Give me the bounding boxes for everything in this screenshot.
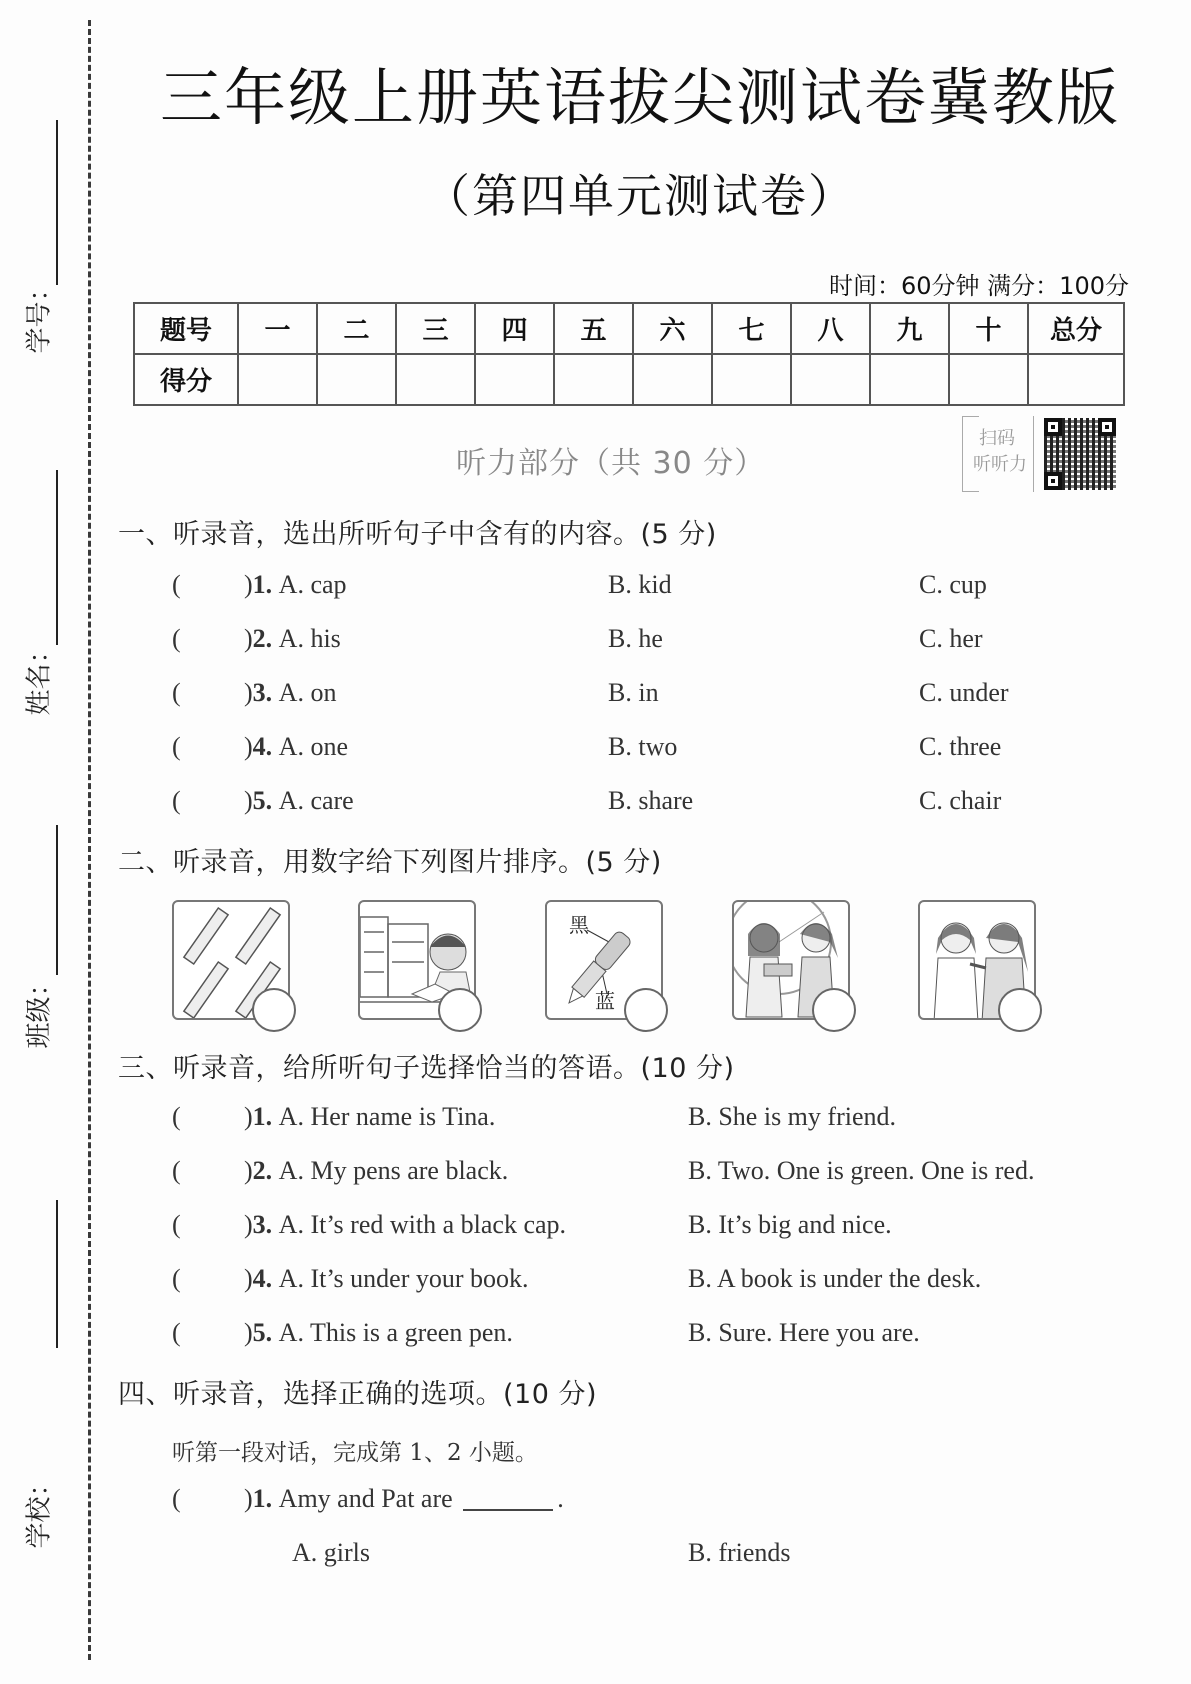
score-table <box>133 302 1125 406</box>
section4-instruction: 听第一段对话，完成第 1、2 小题。 <box>172 1440 538 1466</box>
option-a: A. It’s under your book. <box>278 1264 529 1293</box>
header-cell: 七 <box>712 303 791 354</box>
answer-paren-close: ) <box>244 678 253 707</box>
answer-paren-close: ) <box>244 732 253 761</box>
answer-paren[interactable]: ( <box>172 678 181 707</box>
option-a: A. It’s red with a black cap. <box>278 1210 567 1239</box>
option-b: B. he <box>608 624 663 653</box>
student-number-label: 学号： <box>24 275 55 354</box>
score-cell[interactable] <box>554 354 633 405</box>
option-a: A. one <box>278 732 348 761</box>
option-c: C. cup <box>919 570 987 599</box>
school-line[interactable] <box>56 1200 58 1348</box>
option-c: C. chair <box>919 786 1002 815</box>
header-cell: 十 <box>949 303 1028 354</box>
header-cell: 三 <box>396 303 475 354</box>
class-label: 班级： <box>24 970 55 1049</box>
binding-field-class[interactable] <box>0 825 80 1125</box>
score-row-label: 得分 <box>134 354 238 405</box>
order-circle-5[interactable] <box>998 988 1042 1032</box>
question-number: 3. <box>252 1210 273 1239</box>
binding-field-school[interactable] <box>0 1200 80 1560</box>
answer-paren[interactable]: ( <box>172 624 181 653</box>
section4-title: 四、听录音，选择正确的选项。(10 分) <box>118 1379 598 1410</box>
qr-label-line2: 听听力 <box>973 454 1027 475</box>
answer-paren-close: ) <box>244 1156 253 1185</box>
answer-paren[interactable]: ( <box>172 570 181 599</box>
qr-box[interactable] <box>962 416 1116 492</box>
answer-paren[interactable]: ( <box>172 1318 181 1347</box>
order-circle-4[interactable] <box>812 988 856 1032</box>
answer-paren[interactable]: ( <box>172 1102 181 1131</box>
option-c: C. three <box>919 732 1002 761</box>
binding-field-name[interactable] <box>0 470 80 750</box>
option-b: B. friends <box>688 1538 791 1567</box>
score-cell[interactable] <box>317 354 396 405</box>
answer-paren-close: ) <box>244 570 253 599</box>
answer-blank[interactable] <box>463 1509 553 1511</box>
option-a: A. girls <box>292 1538 370 1567</box>
option-a: A. his <box>278 624 341 653</box>
header-cell: 八 <box>791 303 870 354</box>
header-cell: 九 <box>870 303 949 354</box>
header-cell: 题号 <box>134 303 238 354</box>
score-cell[interactable] <box>396 354 475 405</box>
order-circle-2[interactable] <box>438 988 482 1032</box>
binding-field-student-number[interactable] <box>0 120 80 380</box>
question-number: 4. <box>252 1264 273 1293</box>
score-cell-total[interactable] <box>1028 354 1124 405</box>
header-cell: 总分 <box>1028 303 1124 354</box>
option-a: A. on <box>278 678 337 707</box>
page-title: 三年级上册英语拔尖测试卷冀教版 <box>159 61 1120 134</box>
school-label: 学校： <box>24 1470 55 1549</box>
answer-paren[interactable]: ( <box>172 1484 181 1513</box>
question-number: 2. <box>252 1156 273 1185</box>
option-c: C. her <box>919 624 983 653</box>
option-b: B. It’s big and nice. <box>688 1210 892 1239</box>
answer-paren[interactable]: ( <box>172 1156 181 1185</box>
exam-meta: 时间：60分钟 满分：100分 <box>829 272 1129 300</box>
question-number: 5. <box>252 1318 273 1347</box>
answer-paren-close: ) <box>244 1102 253 1131</box>
listening-section-heading: 听力部分（共 30 分） <box>456 446 766 481</box>
option-a: A. This is a green pen. <box>278 1318 513 1347</box>
option-c: C. under <box>919 678 1009 707</box>
header-cell: 四 <box>475 303 554 354</box>
question-number: 4. <box>252 732 273 761</box>
score-cell[interactable] <box>949 354 1028 405</box>
answer-paren-close: ) <box>244 624 253 653</box>
score-cell[interactable] <box>238 354 317 405</box>
order-circle-3[interactable] <box>624 988 668 1032</box>
option-b: B. A book is under the desk. <box>688 1264 982 1293</box>
option-b: B. kid <box>608 570 672 599</box>
option-a: A. cap <box>278 570 347 599</box>
section2-title: 二、听录音，用数字给下列图片排序。(5 分) <box>118 847 662 878</box>
score-cell[interactable] <box>633 354 712 405</box>
header-cell: 一 <box>238 303 317 354</box>
option-b: B. share <box>608 786 694 815</box>
score-cell[interactable] <box>870 354 949 405</box>
question-end: . <box>557 1484 564 1513</box>
section3-title: 三、听录音，给所听句子选择恰当的答语。(10 分) <box>118 1053 735 1084</box>
option-b: B. two <box>608 732 678 761</box>
header-cell: 五 <box>554 303 633 354</box>
answer-paren[interactable]: ( <box>172 732 181 761</box>
name-label: 姓名： <box>24 637 55 716</box>
answer-paren[interactable]: ( <box>172 1210 181 1239</box>
qr-label <box>962 416 1034 492</box>
qr-code-icon[interactable] <box>1044 418 1116 490</box>
question-number: 1. <box>252 570 273 599</box>
question-stem: Amy and Pat are <box>278 1484 453 1513</box>
option-a: A. Her name is Tina. <box>278 1102 496 1131</box>
order-circle-1[interactable] <box>252 988 296 1032</box>
section1-title: 一、听录音，选出所听句子中含有的内容。(5 分) <box>118 519 717 550</box>
name-line[interactable] <box>56 470 58 645</box>
svg-text:蓝: 蓝 <box>595 989 615 1013</box>
question-number: 3. <box>252 678 273 707</box>
class-line[interactable] <box>56 825 58 975</box>
answer-paren-close: ) <box>244 1264 253 1293</box>
answer-paren-close: ) <box>244 1318 253 1347</box>
answer-paren-close: ) <box>244 1210 253 1239</box>
binding-dashed-line <box>88 20 91 1660</box>
score-cell[interactable] <box>712 354 791 405</box>
option-b: B. Two. One is green. One is red. <box>688 1156 1035 1185</box>
header-cell: 六 <box>633 303 712 354</box>
answer-paren-close: ) <box>244 1484 253 1513</box>
score-table-header-row <box>134 303 1124 354</box>
svg-text:黑: 黑 <box>569 913 589 937</box>
option-b: B. in <box>608 678 659 707</box>
question-number: 5. <box>252 786 273 815</box>
header-cell: 二 <box>317 303 396 354</box>
qr-label-line1: 扫码 <box>979 428 1015 449</box>
question-number: 1. <box>252 1102 273 1131</box>
question-number: 2. <box>252 624 273 653</box>
question-number: 1. <box>252 1484 273 1513</box>
score-table-score-row <box>134 354 1124 405</box>
option-b: B. She is my friend. <box>688 1102 896 1131</box>
student-number-line[interactable] <box>56 120 58 285</box>
option-a: A. My pens are black. <box>278 1156 509 1185</box>
score-cell[interactable] <box>475 354 554 405</box>
option-a: A. care <box>278 786 354 815</box>
answer-paren[interactable]: ( <box>172 786 181 815</box>
answer-paren-close: ) <box>244 786 253 815</box>
answer-paren[interactable]: ( <box>172 1264 181 1293</box>
page-subtitle: （第四单元测试卷） <box>424 169 856 223</box>
option-b: B. Sure. Here you are. <box>688 1318 920 1347</box>
score-cell[interactable] <box>791 354 870 405</box>
